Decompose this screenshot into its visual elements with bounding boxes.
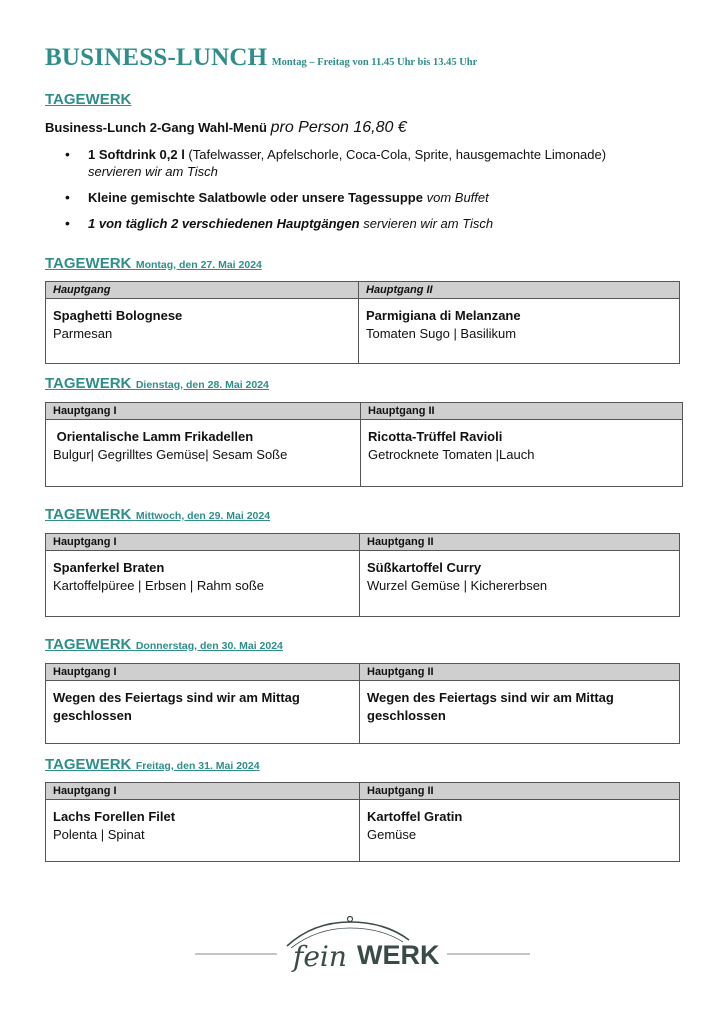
col1-header: Hauptgang I — [46, 664, 360, 681]
dish-name: Lachs Forellen Filet — [53, 809, 176, 824]
day-date: Montag, den 27. Mai 2024 — [135, 259, 262, 271]
menu-table-monday — [45, 281, 680, 364]
dish-cell-1 — [46, 420, 361, 487]
col2-header: Hauptgang II — [360, 783, 680, 800]
table-header-row — [46, 783, 680, 800]
col2-header: Hauptgang II — [360, 664, 680, 681]
dish-sides: Parmesan — [53, 326, 113, 341]
table-row — [46, 551, 680, 617]
dish-cell-2 — [359, 299, 680, 364]
bullet-main — [62, 215, 662, 232]
page-title — [45, 44, 477, 72]
table-header-row — [46, 282, 680, 299]
day-heading-thursday — [45, 636, 283, 654]
day-label: TAGEWERK — [45, 506, 132, 523]
bullet-main-title: 1 von täglich 2 verschiedenen Hauptgängen — [88, 216, 360, 231]
table-header-row — [46, 403, 683, 420]
dish-cell-2 — [360, 551, 680, 617]
dish-sides: Polenta | Spinat — [53, 827, 145, 842]
dish-cell-1 — [46, 299, 359, 364]
table-header-row — [46, 534, 680, 551]
day-heading-monday — [45, 255, 262, 273]
col2-header: Hauptgang II — [359, 282, 680, 299]
col1-header: Hauptgang — [46, 282, 359, 299]
bullet-starter — [62, 189, 662, 206]
dish-name: Süßkartoffel Curry — [367, 560, 482, 575]
bullet-drink-options: (Tafelwasser, Apfelschorle, Coca-Cola, Sprite, hausgemachte Limonade) — [184, 147, 607, 162]
day-date: Donnerstag, den 30. Mai 2024 — [135, 640, 283, 652]
bullet-main-note: servieren wir am Tisch — [359, 216, 494, 231]
dish-cell-2 — [360, 800, 680, 862]
dish-sides: Tomaten Sugo | Basilikum — [366, 326, 517, 341]
dish-sides: Getrocknete Tomaten |Lauch — [368, 447, 535, 462]
dish-name: Ricotta-Trüffel Ravioli — [368, 429, 503, 444]
dish-cell-1 — [46, 800, 360, 862]
menu-table-tuesday — [45, 402, 683, 487]
menu-table-friday — [45, 782, 680, 862]
day-label: TAGEWERK — [45, 375, 132, 392]
dish-sides: Bulgur| Gegrilltes Gemüse| Sesam Soße — [53, 447, 288, 462]
col2-header: Hauptgang II — [361, 403, 683, 420]
logo-word: WERK — [357, 940, 440, 970]
day-label: TAGEWERK — [45, 756, 132, 773]
offer-bullets — [62, 146, 662, 241]
dish-name: Kartoffel Gratin — [367, 809, 463, 824]
col1-header: Hauptgang I — [46, 534, 360, 551]
col2-header: Hauptgang II — [360, 534, 680, 551]
section-heading: TAGEWERK — [45, 91, 132, 108]
table-header-row — [46, 664, 680, 681]
day-heading-tuesday — [45, 375, 269, 393]
dish-cell-2 — [361, 420, 683, 487]
day-date: Mittwoch, den 29. Mai 2024 — [135, 510, 271, 522]
dish-sides: Wurzel Gemüse | Kichererbsen — [367, 578, 548, 593]
dish-cell-1 — [46, 551, 360, 617]
menu-table-wednesday — [45, 533, 680, 617]
dish-name: Wegen des Feiertags sind wir am Mittag geschlossen — [367, 690, 614, 723]
dish-sides: Gemüse — [367, 827, 417, 842]
footer-logo — [195, 916, 530, 976]
menu-table-thursday — [45, 663, 680, 744]
dish-sides: Kartoffelpüree | Erbsen | Rahm soße — [53, 578, 265, 593]
dish-name: Parmigiana di Melanzane — [366, 308, 521, 323]
bullet-starter-title: Kleine gemischte Salatbowle oder unsere Tagessuppe — [88, 190, 423, 205]
dish-name: Orientalische Lamm Frikadellen — [53, 429, 254, 444]
table-row — [46, 681, 680, 744]
day-label: TAGEWERK — [45, 255, 132, 272]
bullet-starter-note: vom Buffet — [422, 190, 489, 205]
table-row — [46, 800, 680, 862]
dish-cell-2 — [360, 681, 680, 744]
bullet-drink-note: servieren wir am Tisch — [88, 164, 218, 179]
table-row — [46, 420, 683, 487]
offer-price: pro Person 16,80 € — [270, 119, 407, 136]
dish-cell-1 — [46, 681, 360, 744]
logo-script: fein — [293, 940, 347, 973]
day-label: TAGEWERK — [45, 636, 132, 653]
day-date: Dienstag, den 28. Mai 2024 — [135, 379, 269, 391]
dish-name: Spaghetti Bolognese — [53, 308, 183, 323]
dish-name: Wegen des Feiertags sind wir am Mittag geschlossen — [53, 690, 300, 723]
dish-name: Spanferkel Braten — [53, 560, 165, 575]
title-text: BUSINESS-LUNCH — [45, 44, 268, 71]
day-date: Freitag, den 31. Mai 2024 — [135, 760, 260, 772]
bullet-drink — [62, 146, 662, 180]
offer-label: Business-Lunch 2-Gang Wahl-Menü — [45, 120, 267, 135]
day-heading-friday — [45, 756, 260, 774]
table-row — [46, 299, 680, 364]
offer-line — [45, 119, 407, 137]
day-heading-wednesday — [45, 506, 270, 524]
col1-header: Hauptgang I — [46, 783, 360, 800]
cloche-logo-icon — [195, 916, 530, 976]
col1-header: Hauptgang I — [46, 403, 361, 420]
opening-hours: Montag – Freitag von 11.45 Uhr bis 13.45 Uhr — [271, 57, 478, 68]
bullet-drink-title: 1 Softdrink 0,2 l — [88, 147, 185, 162]
